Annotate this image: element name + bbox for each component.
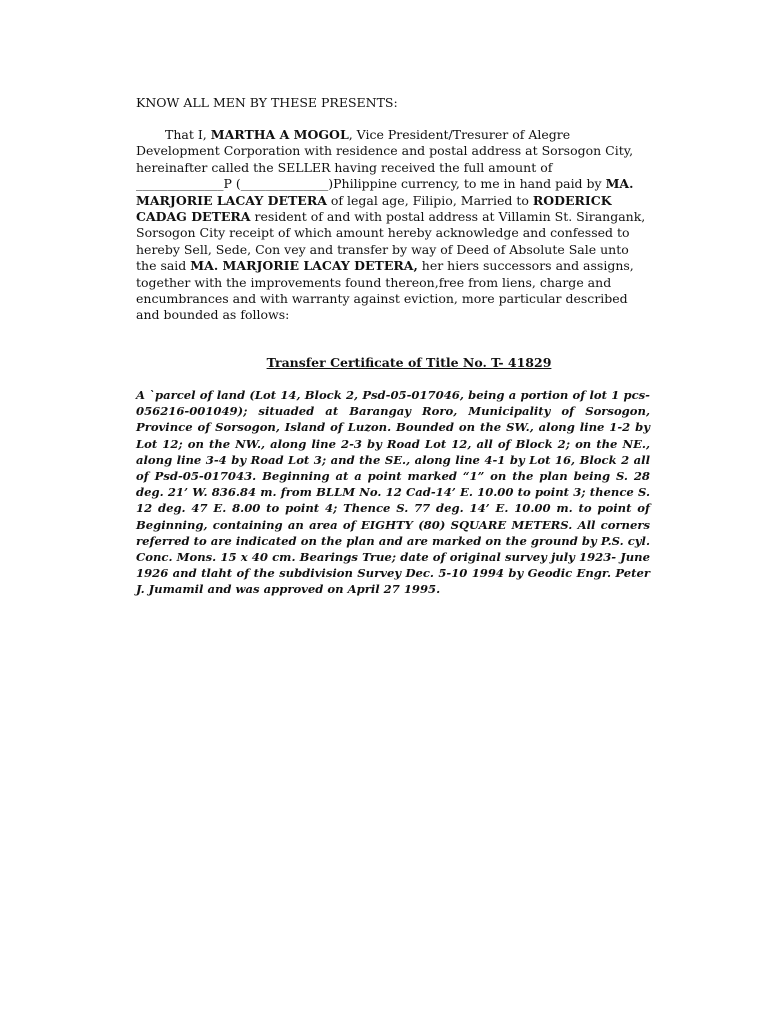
title-certificate-heading: Transfer Certificate of Title No. T- 41829 <box>266 355 552 370</box>
intro-paragraph <box>136 127 650 324</box>
intro-text-1: That I, <box>165 127 211 142</box>
buyer-name-repeat: MA. MARJORIE LACAY DETERA, <box>190 258 418 274</box>
intro-text-5: her hiers successors and assigns, together with the improvements found thereon,free from liens, charge and encumbrances and with warranty against eviction, more particular described and bounded as follows: <box>136 258 634 323</box>
buyer-name: MA. MARJORIE LACAY DETERA <box>136 176 634 208</box>
intro-text-4: resident of and with postal address at Villamin St. Sirangank, Sorsogon City receipt of which amount hereby acknowledge and confessed to hereby Sell, Sede, Con vey and transfer by way of Deed of Absolute Sale unto the said <box>136 209 646 274</box>
spouse-name: RODERICK CADAG DETERA <box>136 192 612 225</box>
intro-text-3: of legal age, Filipio, Married to <box>326 192 533 208</box>
seller-name: MARTHA A MOGOL <box>210 127 349 142</box>
property-description: A `parcel of land (Lot 14, Block 2, Psd-05-017046, being a portion of lot 1 pcs-056216-001049); situaded at Barangay Roro, Municipality of Sorsogon, Province of Sorsogon, Island of Luzon. Bounded on the SW., along line 1-2 by Lot 12; on the NW., along line 2-3 by Road Lot 12, all of Block 2; on the NE., along line 3-4 by Road Lot 3; and the SE., along line 4-1 by Lot 16, Block 2 all of Psd-05-017043. Beginning at a point marked “1” on the plan being S. 28 deg. 21’ W. 836.84 m. from BLLM No. 12 Cad-14’ E. 10.00 to point 3; thence S. 12 deg. 47 E. 8.00 to point 4; Thence S. 77 deg. 14’ E. 10.00 m. to point of Beginning, containing an area of EIGHTY (80) SQUARE METERS. All corners referred to are indicated on the plan and are marked on the ground by P.S. cyl. Conc. Mons. 15 x 40 cm. Bearings True; date of original survey july 1923- June 1926 and tlaht of the subdivision Survey Dec. 5-10 1994 by Geodic Engr. Peter J. Jumamil and was approved on April 27 1995. <box>136 388 650 597</box>
intro-text-2: , Vice President/Tresurer of Alegre Development Corporation with residence and postal address at Sorsogon City, hereinafter called the SELLER having received the full amount of ______________P (______________)Philippine currency, to me in hand paid by <box>136 127 634 192</box>
document-heading: KNOW ALL MEN BY THESE PRESENTS: <box>136 95 398 110</box>
